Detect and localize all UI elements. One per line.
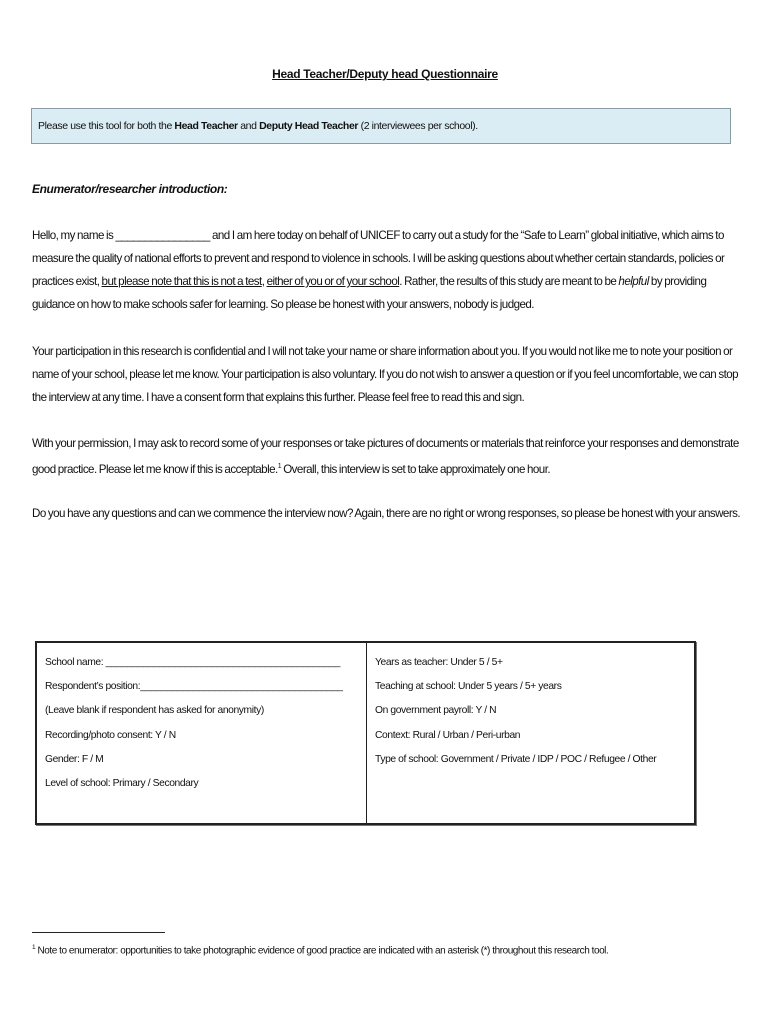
government-payroll-field[interactable]: On government payroll: Y / N [375, 705, 497, 717]
intro-heading: Enumerator/researcher introduction: [32, 182, 228, 196]
respondent-position-field[interactable]: Respondent’s position:______________________________________ [45, 681, 343, 693]
instruction-text: Please use this tool for both the [38, 120, 175, 132]
footnote-divider [32, 932, 165, 933]
school-level-field[interactable]: Level of school: Primary / Secondary [45, 777, 199, 789]
intro-paragraph-1 [32, 224, 742, 316]
p1-underline-not-test: but please note that this is not a test [101, 275, 262, 288]
info-column-left [37, 643, 367, 823]
instruction-suffix: (2 interviewees per school). [358, 120, 478, 132]
footnote-text: Note to enumerator: opportunities to take photographic evidence of good practice are indicated with an asterisk (*) throughout this research tool. [35, 945, 609, 957]
school-type-field[interactable]: Type of school: Government / Private / IDP / POC / Refugee / Other [375, 753, 657, 765]
intro-paragraph-3 [32, 432, 742, 481]
instruction-and: and [237, 120, 260, 132]
role-deputy-head-teacher: Deputy Head Teacher [259, 120, 359, 132]
respondent-info-table [35, 641, 696, 825]
p3-text-b: Overall, this interview is set to take approximately one hour. [281, 462, 551, 476]
consent-field[interactable]: Recording/photo consent: Y / N [45, 729, 176, 741]
anonymity-note: (Leave blank if respondent has asked for anonymity) [45, 705, 264, 717]
p3-text-a: With your permission, I may ask to record some of your responses or take pictures of documents or materials that reinforce your responses and demonstrate good practice. Please let me know if this is acceptable. [32, 437, 739, 476]
intro-paragraph-4: Do you have any questions and can we commence the interview now? Again, there are no right or wrong responses, so please be honest with your answers. [32, 507, 741, 520]
p1-text-b: , [261, 275, 267, 288]
intro-paragraph-2: Your participation in this research is confidential and I will not take your name or share information about you. If you would not like me to note your position or name of your school, please let me know. Your participation is also voluntary. If you do not wish to answer a question or if you feel uncomfortable, we can stop the interview at any time. I have a consent form that explains this further. Please feel free to read this and sign. [32, 345, 739, 404]
years-teacher-field[interactable]: Years as teacher: Under 5 / 5+ [375, 657, 503, 668]
p1-text-a: Hello, my name is ________________ and I am here today on behalf of UNICEF to carry out a study for the “Safe to Learn” global initiative, which aims to measure the quality of national efforts to prevent and respond to violence in schools. I will be asking questions about whether certain standards, policies or practices exist, [32, 229, 725, 288]
context-field[interactable]: Context: Rural / Urban / Peri-urban [375, 729, 521, 741]
page-title: Head Teacher/Deputy head Questionnaire [272, 67, 498, 81]
school-name-field[interactable]: School name: ____________________________________________ [45, 657, 340, 668]
p1-text-c: . Rather, the results of this study are meant to be [399, 275, 619, 288]
p1-underline-school: either of you or of your school [266, 275, 400, 288]
teaching-at-school-field[interactable]: Teaching at school: Under 5 years / 5+ years [375, 681, 562, 693]
info-column-right [367, 643, 694, 823]
p1-text-d: by providing guidance on how to make schools safer for learning. So please be honest with your answers, nobody is judged. [32, 275, 707, 311]
instruction-box [31, 108, 731, 144]
role-head-teacher: Head Teacher [174, 120, 238, 132]
footnote [32, 944, 608, 956]
footnote-marker: 1 [32, 944, 36, 951]
gender-field[interactable]: Gender: F / M [45, 753, 104, 765]
footnote-ref: 1 [277, 463, 282, 470]
p1-italic-helpful: helpful [618, 275, 649, 288]
